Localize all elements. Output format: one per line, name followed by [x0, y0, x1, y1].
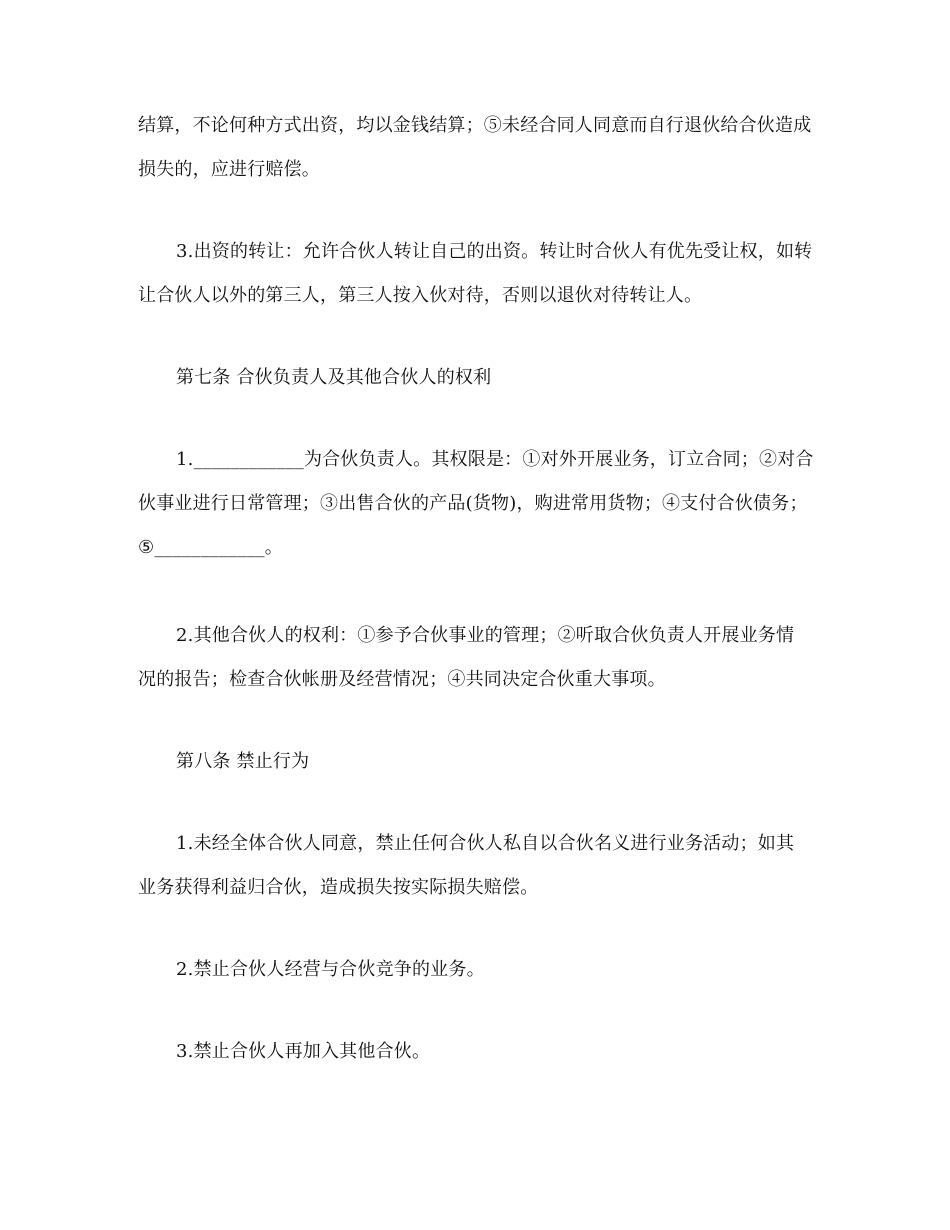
text-line: 况的报告；检查合伙帐册及经营情况；④共同决定合伙重大事项。: [138, 669, 666, 690]
paragraph-article8-item1: [138, 822, 818, 910]
text-line: 业务获得利益归合伙，造成损失按实际损失赔偿。: [138, 877, 539, 898]
text-line: 结算，不论何种方式出资，均以金钱结算；⑤未经合同人同意而自行退伙给合伙造成: [138, 115, 812, 136]
text-line: 1.____________为合伙负责人。其权限是：①对外开展业务，订立合同；②对合: [176, 449, 814, 470]
section-heading: 第八条 禁止行为: [176, 751, 310, 772]
paragraph-transfer: [138, 230, 818, 318]
text-line: 让合伙人以外的第三人，第三人按入伙对待，否则以退伙对待转让人。: [138, 285, 703, 306]
text-line: 3.出资的转让：允许合伙人转让自己的出资。转让时合伙人有优先受让权，如转: [176, 241, 813, 262]
heading-article-8: [138, 740, 818, 784]
text-line: 损失的，应进行赔偿。: [138, 159, 320, 180]
text-line: 2.其他合伙人的权利：①参予合伙事业的管理；②听取合伙负责人开展业务情: [176, 625, 795, 646]
paragraph-article8-item3: [138, 1030, 818, 1074]
text-line: 2.禁止合伙人经营与合伙竞争的业务。: [176, 959, 485, 980]
paragraph-article7-item2: [138, 614, 818, 702]
heading-article-7: [138, 356, 818, 400]
text-line: 1.未经全体合伙人同意，禁止任何合伙人私自以合伙名义进行业务活动；如其: [176, 833, 795, 854]
text-line: 伙事业进行日常管理；③出售合伙的产品(货物)，购进常用货物；④支付合伙债务；: [138, 493, 808, 514]
text-line: ⑤____________。: [138, 537, 283, 558]
text-line: 3.禁止合伙人再加入其他合伙。: [176, 1041, 431, 1062]
paragraph-settlement: [138, 104, 818, 192]
paragraph-article8-item2: [138, 948, 818, 992]
section-heading: 第七条 合伙负责人及其他合伙人的权利: [176, 367, 492, 388]
paragraph-article7-item1: [138, 438, 818, 570]
